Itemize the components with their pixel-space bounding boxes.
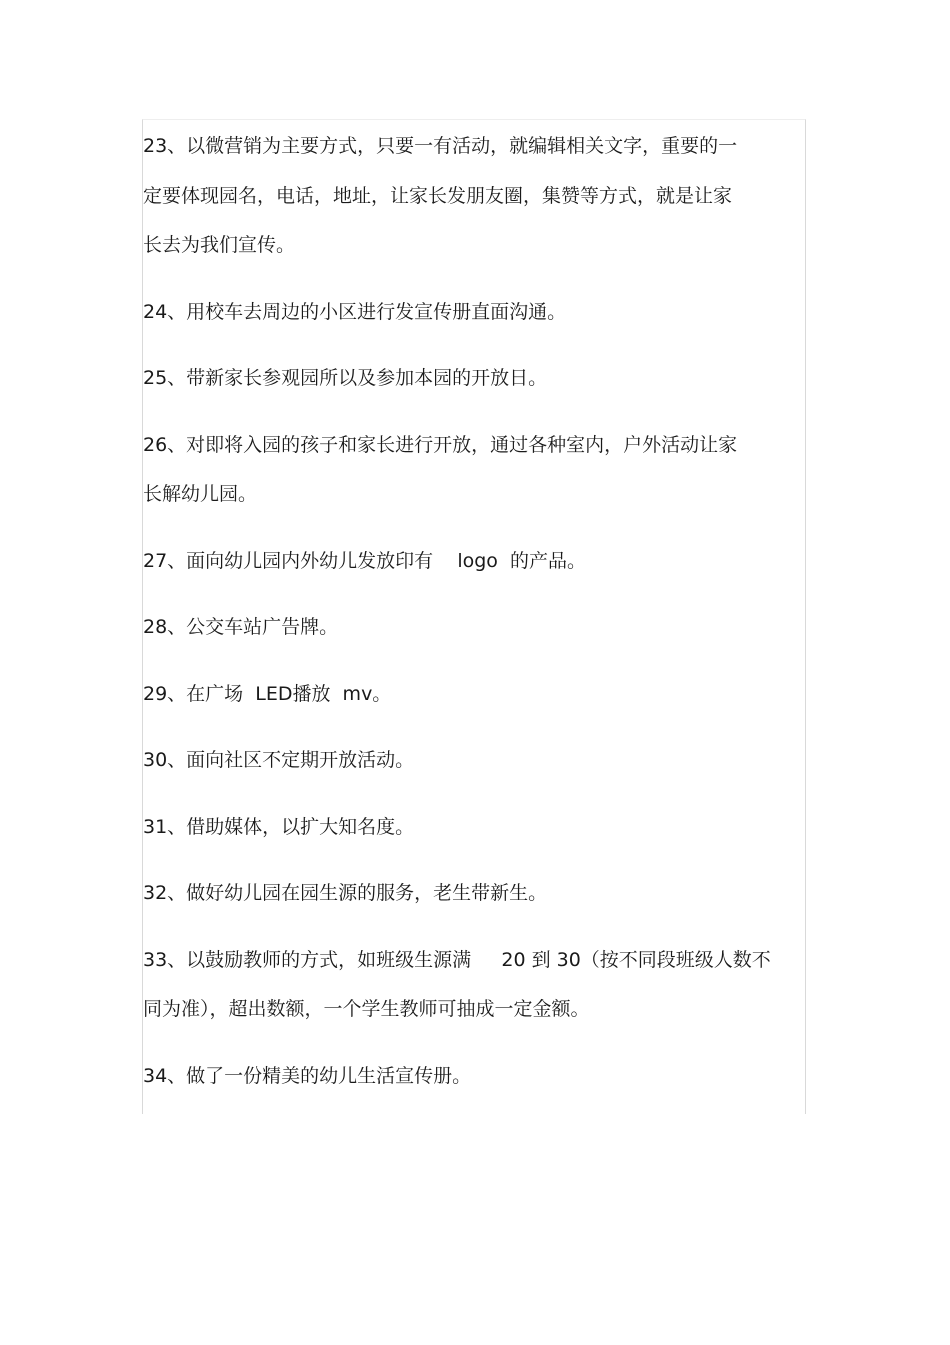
list-item: 24、用校车去周边的小区进行发宣传册直面沟通。 bbox=[143, 300, 567, 323]
list-item: 23、以微营销为主要方式，只要一有活动，就编辑相关文字，重要的一 定要体现园名，电话，地址，让家长发朋友圈，集赞等方式，就是让家 长去为我们宣传。 bbox=[143, 135, 738, 256]
list-item: 27、面向幼儿园内外幼儿发放印有 logo 的产品。 bbox=[143, 549, 587, 572]
list-item: 29、在广场 LED播放 mv。 bbox=[143, 682, 392, 705]
list-item: 30、面向社区不定期开放活动。 bbox=[143, 749, 415, 771]
list-item: 34、做了一份精美的幼儿生活宣传册。 bbox=[143, 1064, 472, 1087]
list-item: 25、带新家长参观园所以及参加本园的开放日。 bbox=[143, 367, 548, 389]
list-item: 32、做好幼儿园在园生源的服务，老生带新生。 bbox=[143, 882, 548, 904]
document-body bbox=[143, 122, 803, 1118]
list-item: 33、以鼓励教师的方式，如班级生源满 20 到 30（按不同段班级人数不 同为准），超出数额，一个学生教师可抽成一定金额。 bbox=[143, 948, 771, 1020]
list-item: 31、借助媒体，以扩大知名度。 bbox=[143, 815, 415, 838]
list-item: 28、公交车站广告牌。 bbox=[143, 616, 339, 638]
list-item: 26、对即将入园的孩子和家长进行开放，通过各种室内，户外活动让家 长解幼儿园。 bbox=[143, 433, 738, 505]
